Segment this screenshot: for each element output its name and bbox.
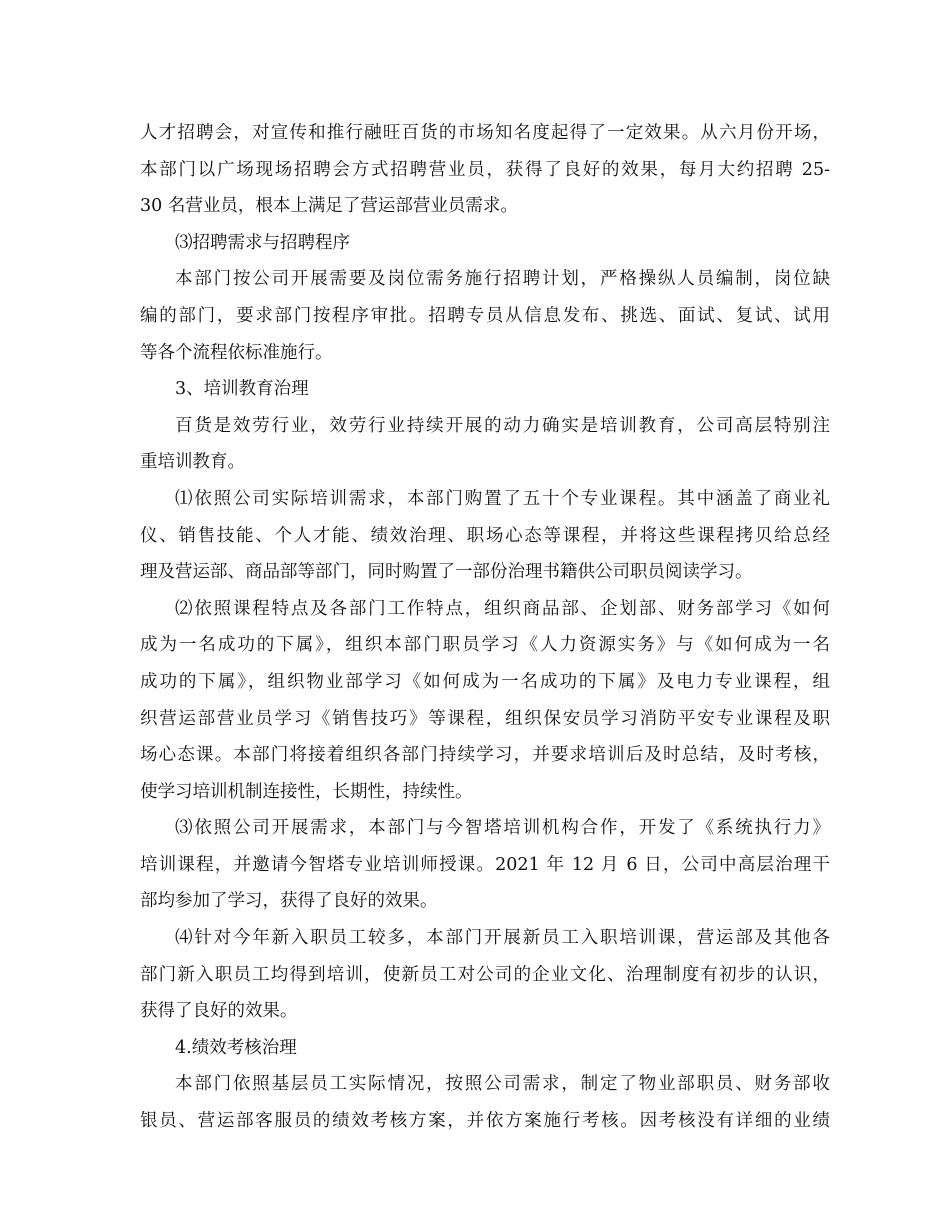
text-line: 30 名营业员，根本上满足了营运部营业员需求。 bbox=[140, 196, 518, 217]
text-line: 重培训教育。 bbox=[140, 452, 245, 473]
paragraph bbox=[140, 115, 830, 225]
text-line: 部均参加了学习，获得了良好的效果。 bbox=[140, 891, 438, 912]
text-line: 织营运部营业员学习《销售技巧》等课程，组织保安员学习消防平安专业课程及职 bbox=[140, 708, 830, 729]
document-body bbox=[140, 115, 830, 1140]
section-heading bbox=[140, 371, 830, 408]
text-line: 场心态课。本部门将接着组织各部门持续学习，并要求培训后及时总结，及时考核， bbox=[140, 745, 830, 766]
text-line: 4.绩效考核治理 bbox=[175, 1037, 297, 1058]
text-line: ⑵依照课程特点及各部门工作特点，组织商品部、企划部、财务部学习《如何 bbox=[175, 598, 830, 619]
paragraph bbox=[140, 408, 830, 481]
paragraph bbox=[140, 810, 830, 920]
text-line: 3、培训教育治理 bbox=[175, 379, 309, 400]
text-line: ⑴依照公司实际培训需求，本部门购置了五十个专业课程。其中涵盖了商业礼 bbox=[175, 488, 830, 509]
text-line: 人才招聘会，对宣传和推行融旺百货的市场知名度起得了一定效果。从六月份开场， bbox=[140, 123, 830, 143]
text-line: 部门新入职员工均得到培训，使新员工对公司的企业文化、治理制度有初步的认识， bbox=[140, 964, 830, 985]
text-line: 本部门依照基层员工实际情况，按照公司需求，制定了物业部职员、财务部收 bbox=[175, 1074, 830, 1095]
text-line: 成为一名成功的下属》，组织本部门职员学习《人力资源实务》与《如何成为一名 bbox=[140, 635, 830, 656]
text-line: 成功的下属》，组织物业部学习《如何成为一名成功的下属》及电力专业课程，组 bbox=[140, 671, 830, 692]
text-line: 培训课程，并邀请今智塔专业培训师授课。2021 年 12 月 6 日，公司中高层治理干 bbox=[140, 854, 830, 875]
section-heading bbox=[140, 225, 830, 262]
paragraph bbox=[140, 1066, 830, 1139]
text-line: 编的部门，要求部门按程序审批。招聘专员从信息发布、挑选、面试、复试、试用 bbox=[140, 305, 830, 326]
text-line: 等各个流程依标准施行。 bbox=[140, 342, 333, 363]
paragraph bbox=[140, 591, 830, 811]
text-line: ⑶依照公司开展需求，本部门与今智塔培训机构合作，开发了《系统执行力》 bbox=[175, 818, 830, 839]
text-line: ⑷针对今年新入职员工较多，本部门开展新员工入职培训课，营运部及其他各 bbox=[175, 928, 830, 949]
text-line: 理及营运部、商品部等部门，同时购置了一部份治理书籍供公司职员阅读学习。 bbox=[140, 562, 753, 583]
text-line: 银员、营运部客服员的绩效考核方案，并依方案施行考核。因考核没有详细的业绩 bbox=[140, 1111, 830, 1132]
text-line: 使学习培训机制连接性，长期性，持续性。 bbox=[140, 781, 473, 802]
text-line: 本部门按公司开展需要及岗位需务施行招聘计划，严格操纵人员编制，岗位缺 bbox=[175, 269, 830, 290]
section-heading bbox=[140, 1030, 830, 1067]
text-line: 获得了良好的效果。 bbox=[140, 1001, 298, 1022]
text-line: 仪、销售技能、个人才能、绩效治理、职场心态等课程，并将这些课程拷贝给总经 bbox=[140, 525, 830, 546]
paragraph bbox=[140, 261, 830, 371]
text-line: 百货是效劳行业，效劳行业持续开展的动力确实是培训教育，公司高层特别注 bbox=[175, 415, 830, 436]
paragraph bbox=[140, 920, 830, 1030]
paragraph bbox=[140, 481, 830, 591]
text-line: 本部门以广场现场招聘会方式招聘营业员，获得了良好的效果，每月大约招聘 25- bbox=[140, 159, 830, 180]
text-line: ⑶招聘需求与招聘程序 bbox=[175, 232, 350, 253]
